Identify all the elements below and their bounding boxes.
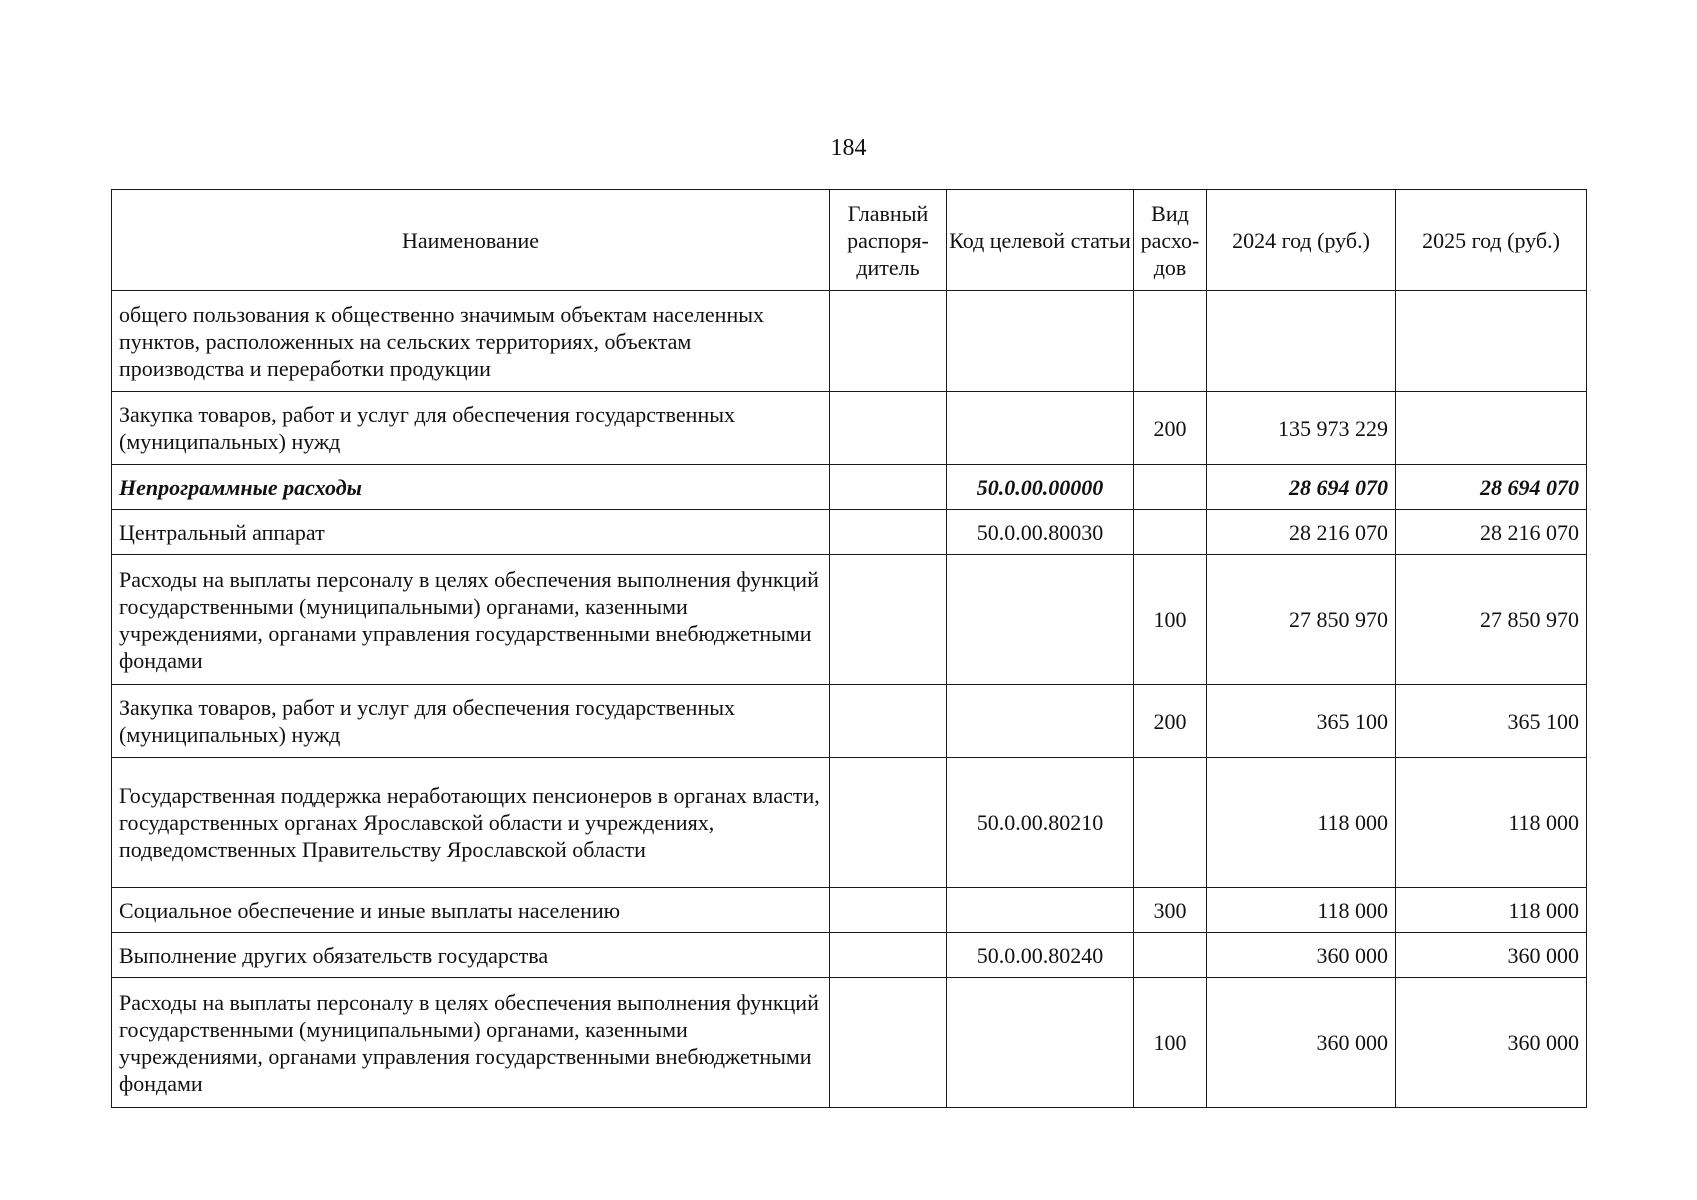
row-type xyxy=(1134,758,1207,888)
table-row xyxy=(112,510,1587,555)
row-2025: 360 000 xyxy=(1396,978,1587,1108)
row-2025: 27 850 970 xyxy=(1396,555,1587,685)
row-code xyxy=(947,685,1134,758)
row-2024: 365 100 xyxy=(1207,685,1396,758)
row-name: Центральный аппарат xyxy=(112,510,830,555)
row-type: 100 xyxy=(1134,555,1207,685)
row-2025: 360 000 xyxy=(1396,933,1587,978)
budget-table xyxy=(111,189,1587,1108)
header-target-code: Код целевой статьи xyxy=(947,190,1134,291)
row-2025: 118 000 xyxy=(1396,888,1587,933)
row-type xyxy=(1134,465,1207,510)
row-manager xyxy=(830,555,947,685)
row-code xyxy=(947,888,1134,933)
row-2024: 28 216 070 xyxy=(1207,510,1396,555)
row-code xyxy=(947,555,1134,685)
row-2025: 365 100 xyxy=(1396,685,1587,758)
row-name: Выполнение других обязательств государства xyxy=(112,933,830,978)
row-type: 200 xyxy=(1134,392,1207,465)
table-row xyxy=(112,888,1587,933)
row-name: Закупка товаров, работ и услуг для обеспечения государственных (муниципальных) нужд xyxy=(112,392,830,465)
row-manager xyxy=(830,978,947,1108)
row-type: 300 xyxy=(1134,888,1207,933)
row-code: 50.0.00.80030 xyxy=(947,510,1134,555)
row-code: 50.0.00.80240 xyxy=(947,933,1134,978)
page-number: 184 xyxy=(830,135,867,161)
row-2024 xyxy=(1207,291,1396,392)
row-manager xyxy=(830,510,947,555)
row-name: Социальное обеспечение и иные выплаты населению xyxy=(112,888,830,933)
row-manager xyxy=(830,392,947,465)
table-row xyxy=(112,555,1587,685)
header-year-2025: 2025 год (руб.) xyxy=(1396,190,1587,291)
row-2025 xyxy=(1396,392,1587,465)
header-expense-type: Вид расхо-дов xyxy=(1134,190,1207,291)
header-name: Наименование xyxy=(112,190,830,291)
row-2024: 360 000 xyxy=(1207,933,1396,978)
row-2025: 28 694 070 xyxy=(1396,465,1587,510)
row-type xyxy=(1134,933,1207,978)
table-row xyxy=(112,465,1587,510)
header-main-manager: Главный распоря-дитель xyxy=(830,190,947,291)
row-2024: 28 694 070 xyxy=(1207,465,1396,510)
row-name: общего пользования к общественно значимым объектам населенных пунктов, расположенных на сельских территориях, объектам производства и переработки продукции xyxy=(112,291,830,392)
row-manager xyxy=(830,933,947,978)
table-row xyxy=(112,392,1587,465)
row-code xyxy=(947,978,1134,1108)
row-2024: 118 000 xyxy=(1207,758,1396,888)
table-row xyxy=(112,758,1587,888)
row-type: 200 xyxy=(1134,685,1207,758)
table-row xyxy=(112,685,1587,758)
row-2024: 118 000 xyxy=(1207,888,1396,933)
table-row xyxy=(112,978,1587,1108)
row-name: Расходы на выплаты персоналу в целях обеспечения выполнения функций государственными (муниципальными) органами, казенными учреждениями, органами управления государственными внебюджетными фондами xyxy=(112,978,830,1108)
header-row xyxy=(112,190,1587,291)
row-manager xyxy=(830,758,947,888)
row-manager xyxy=(830,465,947,510)
row-type: 100 xyxy=(1134,978,1207,1108)
table-row xyxy=(112,933,1587,978)
header-year-2024: 2024 год (руб.) xyxy=(1207,190,1396,291)
table-row xyxy=(112,291,1587,392)
row-type xyxy=(1134,510,1207,555)
row-2025: 28 216 070 xyxy=(1396,510,1587,555)
row-2024: 27 850 970 xyxy=(1207,555,1396,685)
row-2025 xyxy=(1396,291,1587,392)
row-manager xyxy=(830,888,947,933)
row-name: Государственная поддержка неработающих пенсионеров в органах власти, государственных органах Ярославской области и учреждениях, подведомственных Правительству Ярославской области xyxy=(112,758,830,888)
row-code: 50.0.00.80210 xyxy=(947,758,1134,888)
row-2024: 360 000 xyxy=(1207,978,1396,1108)
row-name: Непрограммные расходы xyxy=(112,465,830,510)
row-type xyxy=(1134,291,1207,392)
row-manager xyxy=(830,685,947,758)
row-name: Закупка товаров, работ и услуг для обеспечения государственных (муниципальных) нужд xyxy=(112,685,830,758)
row-name: Расходы на выплаты персоналу в целях обеспечения выполнения функций государственными (муниципальными) органами, казенными учреждениями, органами управления государственными внебюджетными фондами xyxy=(112,555,830,685)
row-2024: 135 973 229 xyxy=(1207,392,1396,465)
row-2025: 118 000 xyxy=(1396,758,1587,888)
row-code xyxy=(947,392,1134,465)
row-code: 50.0.00.00000 xyxy=(947,465,1134,510)
row-manager xyxy=(830,291,947,392)
row-code xyxy=(947,291,1134,392)
